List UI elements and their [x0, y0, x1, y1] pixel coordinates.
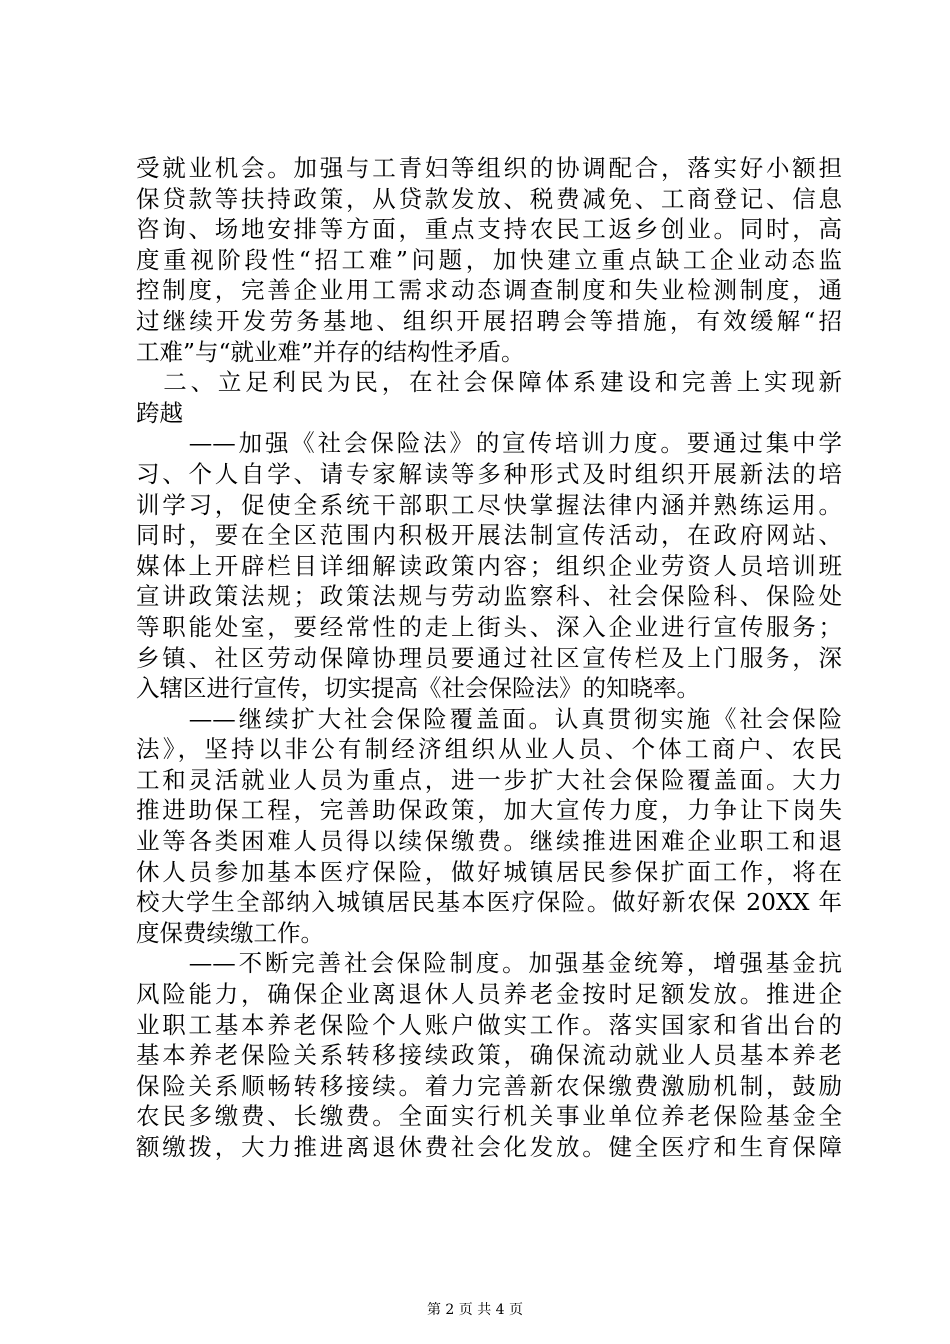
text-line: 休人员参加基本医疗保险，做好城镇居民参保扩面工作，将在	[136, 857, 842, 886]
text-line: 保贷款等扶持政策，从贷款发放、税费减免、工商登记、信息	[136, 184, 842, 213]
text-line: 同时，要在全区范围内积极开展法制宣传活动，在政府网站、	[136, 521, 842, 550]
text-line: 跨越	[136, 398, 183, 427]
text-line: ——不断完善社会保险制度。加强基金统筹，增强基金抗	[136, 949, 842, 978]
paragraph	[136, 704, 842, 949]
page-footer: 第 2 页 共 4 页	[426, 1302, 524, 1318]
text-line: 工难”与“就业难”并存的结构性矛盾。	[136, 337, 525, 366]
text-line: 度保费续缴工作。	[136, 918, 324, 947]
text-line: 受就业机会。加强与工青妇等组织的协调配合，落实好小额担	[136, 154, 842, 182]
text-line: 控制度，完善企业用工需求动态调查制度和失业检测制度，通	[136, 276, 842, 305]
paragraph	[136, 428, 842, 703]
text-line: 风险能力，确保企业离退休人员养老金按时足额发放。推进企	[136, 980, 842, 1009]
text-line: 校大学生全部纳入城镇居民基本医疗保险。做好新农保 20XX 年	[136, 888, 842, 917]
paragraph	[136, 153, 842, 367]
text-line: 入辖区进行宣传，切实提高《社会保险法》的知晓率。	[136, 674, 700, 703]
text-line: 二、立足利民为民，在社会保障体系建设和完善上实现新	[136, 368, 842, 397]
text-line: 媒体上开辟栏目详细解读政策内容；组织企业劳资人员培训班	[136, 551, 842, 580]
text-line: ——加强《社会保险法》的宣传培训力度。要通过集中学	[136, 429, 842, 458]
text-line: 保险关系顺畅转移接续。着力完善新农保缴费激励机制，鼓励	[136, 1071, 842, 1100]
text-line: 农民多缴费、长缴费。全面实行机关事业单位养老保险基金全	[136, 1102, 842, 1131]
text-line: 训学习，促使全系统干部职工尽快掌握法律内涵并熟练运用。	[136, 490, 842, 519]
text-line: 习、个人自学、请专家解读等多种形式及时组织开展新法的培	[136, 459, 842, 488]
text-line: 法》，坚持以非公有制经济组织从业人员、个体工商户、农民	[136, 735, 842, 764]
text-line: 额缴拨，大力推进离退休费社会化发放。健全医疗和生育保障	[136, 1133, 842, 1161]
text-line: 推进助保工程，完善助保政策，加大宣传力度，力争让下岗失	[136, 796, 842, 825]
text-line: 度重视阶段性“招工难”问题，加快建立重点缺工企业动态监	[136, 245, 842, 274]
paragraph	[136, 948, 842, 1162]
text-line: 等职能处室，要经常性的走上街头、深入企业进行宣传服务；	[136, 612, 842, 641]
document-body	[136, 153, 842, 1163]
text-line: 基本养老保险关系转移接续政策，确保流动就业人员基本养老	[136, 1041, 842, 1070]
text-line: 乡镇、社区劳动保障协理员要通过社区宣传栏及上门服务，深	[136, 643, 842, 672]
text-line: 过继续开发劳务基地、组织开展招聘会等措施，有效缓解“招	[136, 306, 842, 335]
text-line: 业职工基本养老保险个人账户做实工作。落实国家和省出台的	[136, 1010, 842, 1039]
text-line: ——继续扩大社会保险覆盖面。认真贯彻实施《社会保险	[136, 704, 842, 733]
text-line: 咨询、场地安排等方面，重点支持农民工返乡创业。同时，高	[136, 215, 842, 244]
text-line: 宣讲政策法规；政策法规与劳动监察科、社会保险科、保险处	[136, 582, 842, 611]
paragraph	[136, 367, 842, 428]
text-line: 业等各类困难人员得以续保缴费。继续推进困难企业职工和退	[136, 827, 842, 856]
text-line: 工和灵活就业人员为重点，进一步扩大社会保险覆盖面。大力	[136, 765, 842, 794]
